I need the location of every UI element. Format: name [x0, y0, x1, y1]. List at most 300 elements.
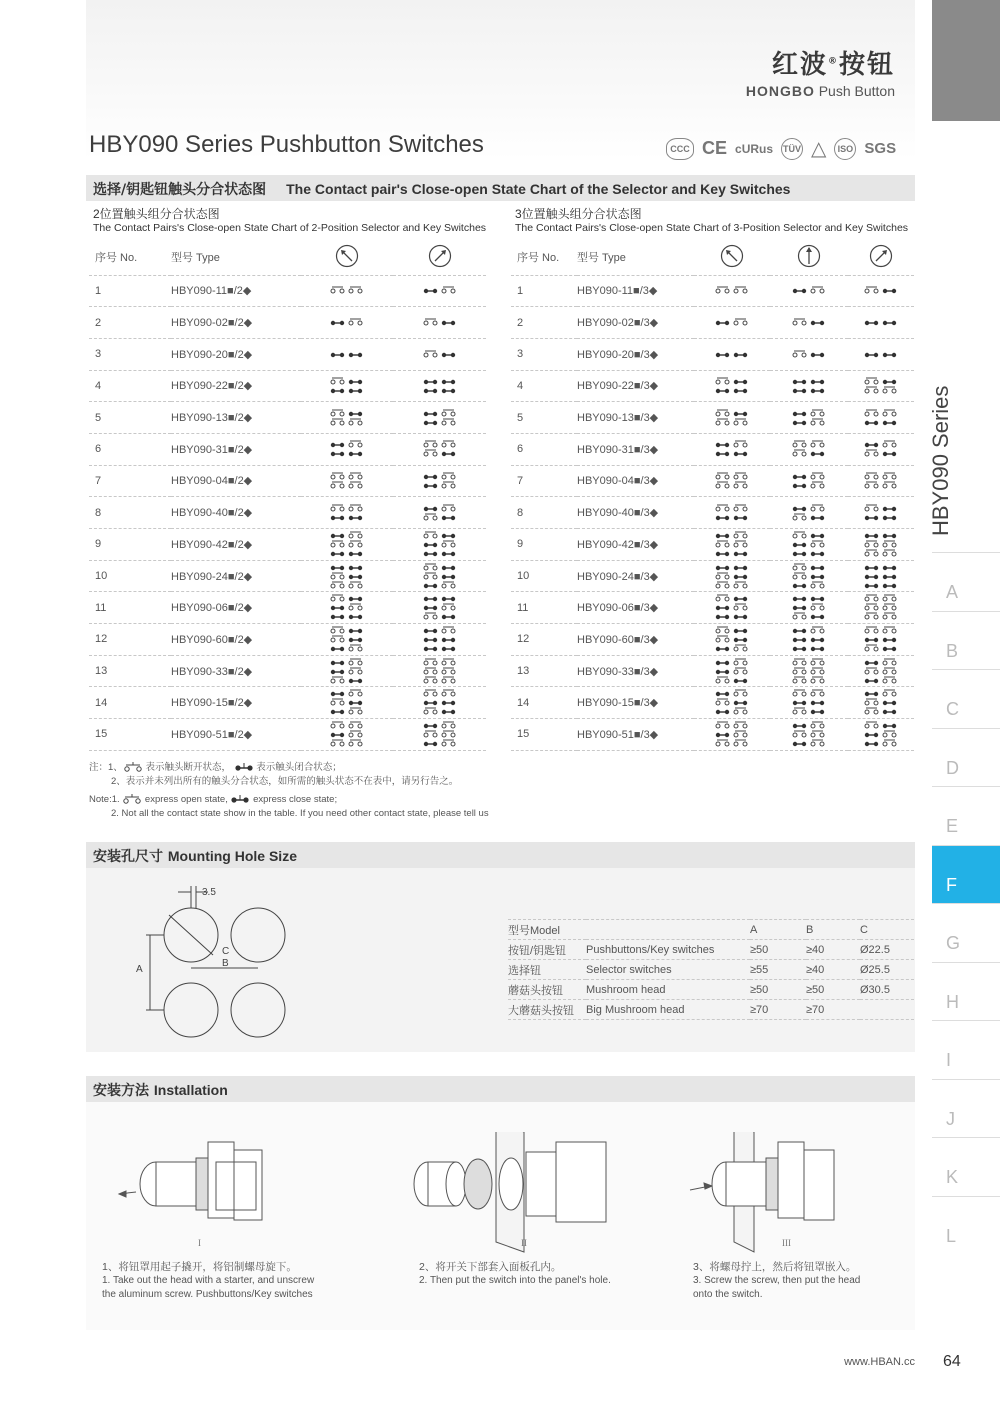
- brand-en-bold: HONGBO: [745, 83, 815, 99]
- row-type: HBY090-11■/3◆: [577, 275, 694, 307]
- index-b[interactable]: B: [932, 611, 1000, 670]
- contact-state-cell: [848, 624, 914, 656]
- row-type: HBY090-40■/3◆: [577, 497, 694, 529]
- two-pos-row: [89, 307, 486, 339]
- two-pos-subtitle: [93, 207, 486, 235]
- mounting-cell-cn: 按钮/钥匙钮: [508, 940, 586, 960]
- contact-state-cell: [848, 307, 914, 339]
- contact-state-icon: [792, 349, 826, 360]
- three-pos-subtitle: [515, 207, 908, 235]
- row-number: 13: [511, 655, 577, 687]
- mounting-section: [86, 842, 915, 868]
- contact-state-icon: [792, 439, 826, 459]
- contact-state-cell: [393, 465, 486, 497]
- contact-state-icon: [715, 720, 749, 749]
- contact-state-cell: [393, 370, 486, 402]
- contact-state-icon: [792, 562, 826, 591]
- contact-state-cell: [694, 687, 770, 719]
- two-pos-row: [89, 465, 486, 497]
- row-type: HBY090-13■/2◆: [171, 402, 301, 434]
- contact-state-icon: [864, 317, 898, 328]
- row-type: HBY090-20■/2◆: [171, 338, 301, 370]
- mounting-cell-c: Ø25.5: [860, 960, 914, 980]
- contact-state-icon: [792, 285, 826, 296]
- index-i[interactable]: I: [932, 1020, 1000, 1079]
- contact-state-cell: [301, 592, 393, 624]
- index-d[interactable]: D: [932, 728, 1000, 787]
- dim-3-5: 3.5: [202, 887, 216, 898]
- index-a[interactable]: A: [932, 552, 1000, 611]
- row-number: 4: [89, 370, 171, 402]
- two-pos-subtitle-cn: 2位置触头组分合状态图: [93, 207, 220, 221]
- mt-header-model: 型号Model: [508, 920, 586, 940]
- three-position-table: [511, 240, 914, 751]
- contact-state-icon: [864, 562, 898, 591]
- contact-state-icon: [330, 530, 364, 559]
- contact-state-cell: [301, 433, 393, 465]
- contact-state-icon: [715, 285, 749, 296]
- contact-chart-title-en: The Contact pair's Close-open State Chart of the Selector and Key Switches: [286, 181, 791, 197]
- three-pos-row: [511, 719, 914, 751]
- contact-state-icon: [864, 471, 898, 491]
- mounting-cell-cn: 蘑菇头按钮: [508, 980, 586, 1000]
- mt-header-blank: [586, 920, 750, 940]
- contact-state-icon: [792, 657, 826, 686]
- two-position-table: [89, 240, 486, 751]
- index-k[interactable]: K: [932, 1137, 1000, 1196]
- row-type: HBY090-24■/2◆: [171, 560, 301, 592]
- contact-state-cell: [393, 338, 486, 370]
- step-1-roman: I: [198, 1238, 201, 1248]
- contact-state-cell: [770, 307, 848, 339]
- row-type: HBY090-60■/2◆: [171, 624, 301, 656]
- step-1-en1: 1. Take out the head with a starter, and unscrew: [102, 1275, 315, 1286]
- contact-state-cell: [301, 624, 393, 656]
- contact-state-cell: [694, 719, 770, 751]
- contact-state-cell: [301, 370, 393, 402]
- mounting-cell-b: ≥40: [806, 960, 860, 980]
- row-number: 13: [89, 655, 171, 687]
- mounting-cell-cn: 大蘑菇头按钮: [508, 1000, 586, 1020]
- contact-state-cell: [770, 655, 848, 687]
- dial-right-icon: [393, 240, 486, 275]
- contact-state-icon: [330, 562, 364, 591]
- contact-state-cell: [848, 433, 914, 465]
- col-header-type: 型号 Type: [171, 240, 301, 275]
- contact-state-cell: [301, 560, 393, 592]
- row-number: 7: [89, 465, 171, 497]
- col-header-type: 型号 Type: [577, 240, 694, 275]
- row-number: 10: [511, 560, 577, 592]
- row-type: HBY090-51■/3◆: [577, 719, 694, 751]
- step-1-en2: the aluminum screw. Pushbuttons/Key switches: [102, 1289, 313, 1300]
- contact-state-icon: [330, 593, 364, 622]
- contact-state-cell: [393, 624, 486, 656]
- contact-state-icon: [330, 688, 364, 717]
- contact-state-icon: [864, 530, 898, 559]
- contact-state-icon: [792, 408, 826, 428]
- contact-state-icon: [792, 530, 826, 559]
- row-type: HBY090-04■/2◆: [171, 465, 301, 497]
- brand-logo: [746, 44, 895, 99]
- contact-state-cell: [848, 719, 914, 751]
- warning-triangle-icon: △: [811, 138, 827, 160]
- contact-state-cell: [694, 560, 770, 592]
- contact-state-cell: [301, 655, 393, 687]
- contact-state-icon: [715, 562, 749, 591]
- mounting-cell-a: ≥55: [750, 960, 806, 980]
- dial-left-icon: [301, 240, 393, 275]
- three-pos-row: [511, 402, 914, 434]
- tuv-icon: TÜV: [781, 138, 803, 160]
- step-3-en1: 3. Screw the screw, then put the head: [693, 1275, 861, 1286]
- contact-state-cell: [770, 275, 848, 307]
- contact-state-icon: [792, 720, 826, 749]
- note-en-1-close: express close state;: [253, 794, 338, 805]
- closed-contact-icon: [230, 794, 250, 804]
- contact-state-cell: [848, 275, 914, 307]
- three-pos-row: [511, 592, 914, 624]
- row-number: 12: [511, 624, 577, 656]
- contact-state-cell: [848, 655, 914, 687]
- contact-state-icon: [330, 349, 364, 360]
- ul-icon: cURus: [735, 141, 774, 156]
- contact-state-icon: [864, 408, 898, 428]
- row-number: 8: [511, 497, 577, 529]
- dim-c: C: [222, 946, 230, 957]
- contact-state-icon: [423, 376, 457, 396]
- row-type: HBY090-31■/2◆: [171, 433, 301, 465]
- contact-state-icon: [864, 688, 898, 717]
- contact-state-cell: [393, 529, 486, 561]
- dial-right-icon: [848, 240, 914, 275]
- row-number: 1: [511, 275, 577, 307]
- row-type: HBY090-60■/3◆: [577, 624, 694, 656]
- contact-state-icon: [423, 285, 457, 296]
- contact-state-icon: [330, 657, 364, 686]
- contact-state-cell: [301, 338, 393, 370]
- installation-header: [86, 1076, 915, 1102]
- contact-state-icon: [715, 376, 749, 396]
- contact-state-icon: [792, 317, 826, 328]
- mt-header-b: B: [806, 920, 860, 940]
- contact-chart-title-cn: 选择/钥匙钮触头分合状态图: [93, 182, 267, 198]
- contact-state-cell: [694, 370, 770, 402]
- contact-state-cell: [694, 402, 770, 434]
- contact-state-icon: [423, 439, 457, 459]
- two-pos-row: [89, 529, 486, 561]
- row-type: HBY090-42■/2◆: [171, 529, 301, 561]
- mounting-cell-b: ≥50: [806, 980, 860, 1000]
- ccc-icon: CCC: [666, 138, 694, 160]
- mounting-title-cn: 安装孔尺寸: [93, 849, 163, 865]
- row-type: HBY090-02■/3◆: [577, 307, 694, 339]
- page-number: 64: [943, 1353, 961, 1370]
- two-pos-row: [89, 687, 486, 719]
- index-f-active[interactable]: F: [932, 845, 1000, 904]
- row-type: HBY090-42■/3◆: [577, 529, 694, 561]
- index-e[interactable]: E: [932, 786, 1000, 845]
- website[interactable]: www.HBAN.cc: [844, 1356, 915, 1368]
- contact-state-icon: [330, 471, 364, 491]
- installation-title-en: Installation: [153, 1082, 228, 1098]
- contact-state-cell: [694, 624, 770, 656]
- contact-state-cell: [393, 307, 486, 339]
- contact-state-icon: [864, 376, 898, 396]
- brand-cn2: 按钮: [838, 50, 895, 80]
- step-1-cn: 1、将钮罩用起子撬开，将铝制螺母旋下。: [102, 1261, 297, 1273]
- sidebar-top-block: [932, 0, 1000, 121]
- certification-icons: [666, 136, 896, 161]
- contact-state-cell: [393, 687, 486, 719]
- row-number: 9: [89, 529, 171, 561]
- two-pos-row: [89, 433, 486, 465]
- row-type: HBY090-24■/3◆: [577, 560, 694, 592]
- contact-state-icon: [864, 285, 898, 296]
- mounting-cell-en: Mushroom head: [586, 980, 750, 1000]
- mounting-cell-b: ≥70: [806, 1000, 860, 1020]
- mounting-cell-en: Big Mushroom head: [586, 1000, 750, 1020]
- col-header-no: 序号 No.: [511, 240, 577, 275]
- index-c[interactable]: C: [932, 669, 1000, 728]
- row-type: HBY090-22■/3◆: [577, 370, 694, 402]
- sgs-icon: SGS: [864, 140, 897, 157]
- row-type: HBY090-06■/2◆: [171, 592, 301, 624]
- row-number: 15: [89, 719, 171, 751]
- contact-state-cell: [694, 592, 770, 624]
- row-type: HBY090-13■/3◆: [577, 402, 694, 434]
- contact-state-icon: [330, 625, 364, 654]
- contact-state-icon: [423, 349, 457, 360]
- dim-b: B: [222, 958, 229, 969]
- contact-state-icon: [423, 688, 457, 717]
- open-contact-icon: [123, 762, 143, 772]
- closed-contact-icon: [234, 762, 254, 772]
- contact-state-cell: [694, 275, 770, 307]
- mounting-cell-en: Pushbuttons/Key switches: [586, 940, 750, 960]
- dim-a: A: [136, 964, 143, 975]
- contact-state-icon: [715, 408, 749, 428]
- contact-state-cell: [393, 275, 486, 307]
- index-h[interactable]: H: [932, 962, 1000, 1021]
- contact-state-cell: [770, 433, 848, 465]
- three-pos-row: [511, 655, 914, 687]
- installation-illustrations: [86, 1132, 915, 1272]
- row-type: HBY090-22■/2◆: [171, 370, 301, 402]
- contact-state-icon: [330, 720, 364, 749]
- row-number: 8: [89, 497, 171, 529]
- three-pos-row: [511, 465, 914, 497]
- three-pos-row: [511, 560, 914, 592]
- three-pos-row: [511, 624, 914, 656]
- col-header-no: 序号 No.: [89, 240, 171, 275]
- step-3-roman: III: [782, 1238, 791, 1248]
- two-pos-row: [89, 275, 486, 307]
- contact-state-icon: [792, 688, 826, 717]
- contact-state-cell: [393, 433, 486, 465]
- contact-state-icon: [792, 593, 826, 622]
- step-3-caption: [693, 1260, 860, 1302]
- contact-state-icon: [423, 530, 457, 559]
- step-2-caption: [419, 1260, 611, 1288]
- row-type: HBY090-11■/2◆: [171, 275, 301, 307]
- contact-state-icon: [715, 471, 749, 491]
- three-pos-subtitle-cn: 3位置触头组分合状态图: [515, 207, 642, 221]
- contact-state-cell: [694, 655, 770, 687]
- three-pos-row: [511, 687, 914, 719]
- contact-state-icon: [792, 625, 826, 654]
- mounting-cell-c: Ø30.5: [860, 980, 914, 1000]
- three-pos-row: [511, 338, 914, 370]
- contact-state-icon: [715, 625, 749, 654]
- installation-title-cn: 安装方法: [93, 1083, 149, 1099]
- note-cn-1-prefix: 注：1、: [89, 762, 123, 773]
- three-pos-row: [511, 370, 914, 402]
- contact-state-cell: [393, 719, 486, 751]
- contact-state-icon: [792, 376, 826, 396]
- contact-state-icon: [864, 503, 898, 523]
- open-contact-icon: [122, 794, 142, 804]
- row-number: 2: [89, 307, 171, 339]
- contact-state-cell: [770, 402, 848, 434]
- row-number: 5: [89, 402, 171, 434]
- three-pos-subtitle-en: The Contact Pairs's Close-open State Chart of 3-Position Selector and Key Switches: [515, 222, 909, 234]
- contact-state-cell: [694, 338, 770, 370]
- contact-state-cell: [770, 370, 848, 402]
- row-number: 6: [511, 433, 577, 465]
- three-pos-row: [511, 497, 914, 529]
- contact-state-icon: [864, 439, 898, 459]
- contact-state-cell: [301, 719, 393, 751]
- row-type: HBY090-31■/3◆: [577, 433, 694, 465]
- step-2-cn: 2、将开关下部套入面板孔内。: [419, 1261, 562, 1273]
- contact-state-cell: [301, 465, 393, 497]
- two-pos-row: [89, 338, 486, 370]
- contact-state-cell: [770, 624, 848, 656]
- mounting-cell-en: Selector switches: [586, 960, 750, 980]
- contact-state-icon: [715, 593, 749, 622]
- three-pos-row: [511, 275, 914, 307]
- two-pos-row: [89, 592, 486, 624]
- contact-state-cell: [848, 370, 914, 402]
- row-type: HBY090-33■/2◆: [171, 655, 301, 687]
- two-pos-row: [89, 624, 486, 656]
- row-number: 7: [511, 465, 577, 497]
- row-type: HBY090-04■/3◆: [577, 465, 694, 497]
- contact-state-cell: [694, 433, 770, 465]
- contact-state-cell: [301, 307, 393, 339]
- contact-state-cell: [770, 687, 848, 719]
- mounting-row: [508, 980, 914, 1000]
- contact-state-cell: [770, 529, 848, 561]
- row-number: 9: [511, 529, 577, 561]
- row-number: 2: [511, 307, 577, 339]
- mounting-cell-a: ≥50: [750, 940, 806, 960]
- contact-state-cell: [301, 687, 393, 719]
- mounting-title-en: Mounting Hole Size: [167, 848, 297, 864]
- contact-state-cell: [393, 402, 486, 434]
- installation-section: [86, 1076, 915, 1102]
- step-1-caption: [102, 1260, 314, 1302]
- chart-notes: [89, 761, 489, 821]
- mounting-cell-a: ≥50: [750, 980, 806, 1000]
- step-3-cn: 3、将螺母拧上，然后将钮罩嵌入。: [693, 1261, 857, 1273]
- contact-state-cell: [301, 402, 393, 434]
- row-number: 11: [511, 592, 577, 624]
- mt-header-a: A: [750, 920, 806, 940]
- contact-state-icon: [330, 408, 364, 428]
- row-type: HBY090-33■/3◆: [577, 655, 694, 687]
- note-en-1-open: express open state,: [144, 794, 228, 805]
- row-type: HBY090-51■/2◆: [171, 719, 301, 751]
- contact-state-icon: [423, 503, 457, 523]
- three-pos-row: [511, 433, 914, 465]
- contact-state-cell: [848, 465, 914, 497]
- two-pos-row: [89, 402, 486, 434]
- step-3-en2: onto the switch.: [693, 1289, 763, 1300]
- contact-state-icon: [423, 657, 457, 686]
- row-number: 5: [511, 402, 577, 434]
- step-2-en1: 2. Then put the switch into the panel's hole.: [419, 1275, 611, 1286]
- mounting-size-table: [508, 919, 914, 1020]
- index-j[interactable]: J: [932, 1079, 1000, 1138]
- row-type: HBY090-15■/3◆: [577, 687, 694, 719]
- contact-state-cell: [770, 465, 848, 497]
- brand-reg-mark: ®: [827, 56, 839, 67]
- step-1-illustration: [119, 1142, 262, 1220]
- index-l[interactable]: L: [932, 1196, 1000, 1255]
- brand-cn: 红波: [771, 50, 828, 80]
- contact-state-icon: [330, 439, 364, 459]
- contact-state-icon: [423, 625, 457, 654]
- contact-state-icon: [715, 530, 749, 559]
- index-g[interactable]: G: [932, 903, 1000, 962]
- contact-state-icon: [423, 720, 457, 749]
- contact-state-icon: [423, 408, 457, 428]
- section-index: [932, 552, 1000, 1254]
- mounting-cell-c: [860, 1000, 914, 1020]
- note-cn-1-close: 表示触头闭合状态；: [256, 762, 342, 773]
- installation-panel: [86, 1102, 915, 1330]
- brand-en: Push Button: [818, 83, 895, 99]
- iso-icon: ISO: [834, 138, 856, 160]
- contact-state-cell: [694, 307, 770, 339]
- row-number: 3: [89, 338, 171, 370]
- three-pos-row: [511, 529, 914, 561]
- row-number: 11: [89, 592, 171, 624]
- contact-state-cell: [393, 497, 486, 529]
- contact-state-cell: [848, 560, 914, 592]
- contact-state-cell: [848, 529, 914, 561]
- contact-state-icon: [423, 471, 457, 491]
- dial-left-icon: [694, 240, 770, 275]
- contact-state-icon: [423, 317, 457, 328]
- step-3-illustration: [690, 1132, 834, 1252]
- contact-chart-header: [86, 175, 915, 201]
- contact-state-cell: [694, 465, 770, 497]
- contact-state-cell: [770, 592, 848, 624]
- row-number: 15: [511, 719, 577, 751]
- row-type: HBY090-40■/2◆: [171, 497, 301, 529]
- row-number: 6: [89, 433, 171, 465]
- contact-state-icon: [715, 317, 749, 328]
- contact-state-cell: [770, 338, 848, 370]
- row-number: 14: [511, 687, 577, 719]
- contact-state-cell: [848, 592, 914, 624]
- dial-up-icon: [770, 240, 848, 275]
- note-en-1-prefix: Note:1.: [89, 794, 120, 805]
- ce-icon: CE: [702, 138, 728, 158]
